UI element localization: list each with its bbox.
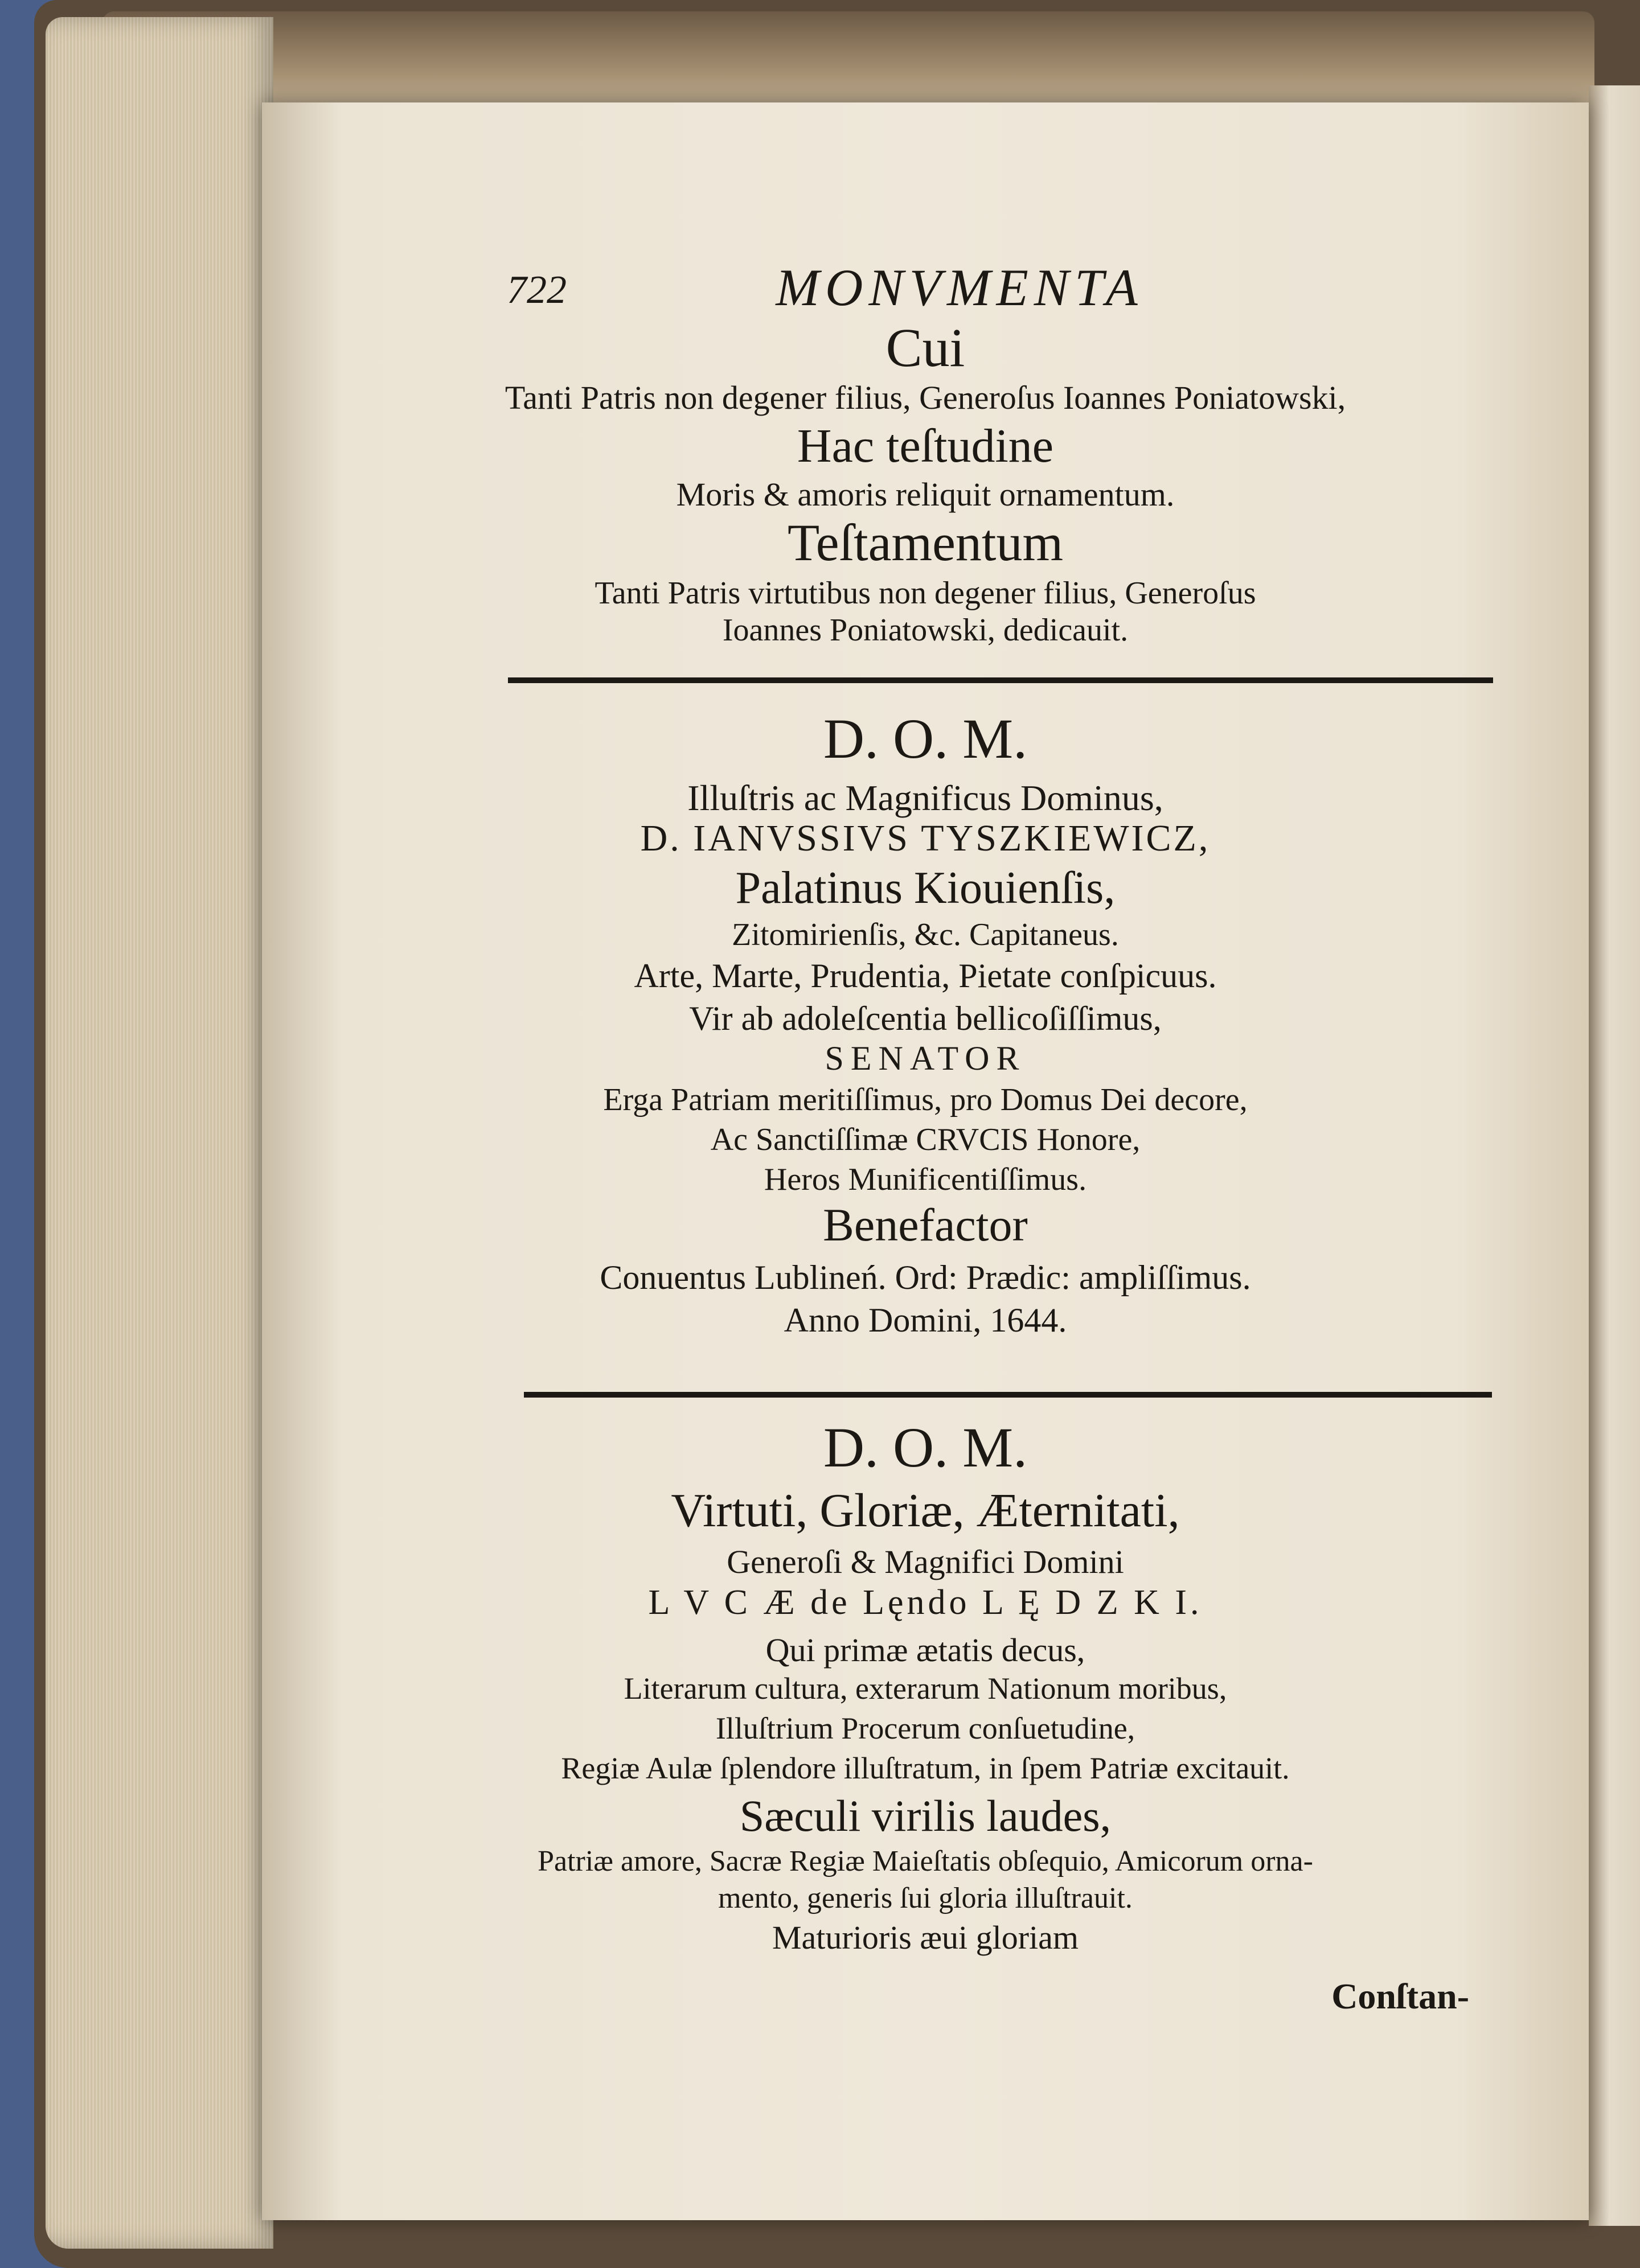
section3-line: Generoſi & Magnifici Domini — [727, 1543, 1124, 1580]
section1-line: Teſtamentum — [787, 513, 1064, 572]
section-divider — [508, 677, 1493, 683]
section3-line: Patriæ amore, Sacræ Regiæ Maieſtatis obſequio, Amicorum orna- — [538, 1845, 1313, 1877]
section2-line: SENATOR — [825, 1040, 1026, 1077]
book-page — [262, 102, 1589, 2220]
section3-line: L V C Æ de Lęndo L Ę D Z K I. — [648, 1583, 1203, 1622]
section2-line: Anno Domini, 1644. — [784, 1301, 1067, 1339]
section1-line: Tanti Patris non degener filius, Generoſus Ioannes Poniatowski, — [505, 379, 1346, 416]
section3-line: D. O. M. — [823, 1416, 1028, 1479]
section1-line: Hac teſtudine — [797, 420, 1054, 472]
running-title: MONVMENTA — [776, 258, 1143, 317]
section1-line: Moris & amoris reliquit ornamentum. — [676, 476, 1175, 513]
section3-line: Maturioris æui gloriam — [772, 1919, 1079, 1956]
section3-line: Virtuti, Gloriæ, Æternitati, — [671, 1484, 1180, 1537]
section2-line: Erga Patriam meritiſſimus, pro Domus Dei decore, — [603, 1082, 1248, 1117]
section2-line: Benefactor — [823, 1199, 1028, 1251]
section1-line: Ioannes Poniatowski, dedicauit. — [722, 613, 1129, 648]
section1-line: Tanti Patris virtutibus non degener filius, Generoſus — [594, 576, 1256, 611]
section-divider — [524, 1392, 1492, 1398]
section2-line: Illuſtris ac Magnificus Dominus, — [687, 778, 1163, 818]
section3-line: Qui primæ ætatis decus, — [765, 1632, 1085, 1669]
catchword: Conſtan- — [1331, 1976, 1469, 2016]
page-content — [262, 102, 1589, 2220]
section3-line: Illuſtrium Procerum conſuetudine, — [715, 1711, 1135, 1745]
page-number: 722 — [507, 268, 567, 312]
section2-line: Heros Munificentiſſimus. — [764, 1162, 1087, 1197]
section3-line: Regiæ Aulæ ſplendore illuſtratum, in ſpem Patriæ excitauit. — [561, 1751, 1290, 1785]
section3-line: Sæculi virilis laudes, — [739, 1791, 1112, 1840]
section3-line: Literarum cultura, exterarum Nationum moribus, — [624, 1671, 1227, 1706]
section2-line: Palatinus Kiouienſis, — [735, 863, 1116, 913]
section2-line: Conuentus Lublineń. Ord: Prædic: ampliſſimus. — [600, 1259, 1251, 1296]
facing-page — [1589, 85, 1640, 2226]
page-stack-edge — [46, 17, 273, 2249]
section2-line: Vir ab adoleſcentia bellicoſiſſimus, — [689, 1000, 1162, 1037]
section2-line: Ac Sanctiſſimæ CRVCIS Honore, — [710, 1122, 1141, 1157]
section1-line: Cui — [885, 317, 965, 378]
section3-line: mento, generis ſui gloria illuſtrauit. — [718, 1882, 1133, 1914]
section2-line: D. IANVSSIVS TYSZKIEWICZ, — [640, 817, 1211, 859]
section2-line: Zitomirienſis, &c. Capitaneus. — [732, 917, 1119, 952]
page-header — [262, 250, 1589, 317]
section2-line: Arte, Marte, Prudentia, Pietate conſpicuus. — [634, 957, 1217, 995]
section2-line: D. O. M. — [823, 707, 1028, 770]
